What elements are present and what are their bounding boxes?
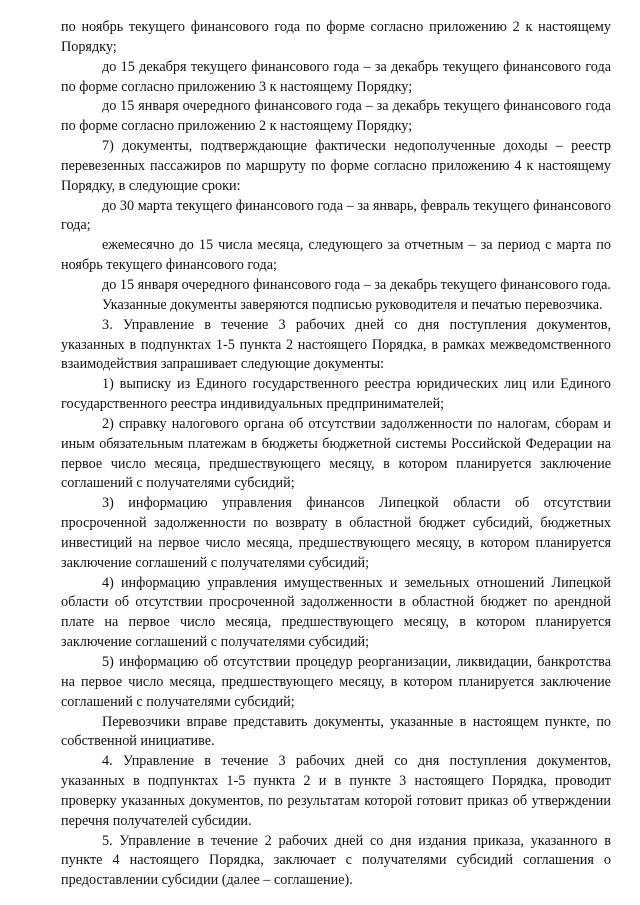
paragraph-section-4: 4. Управление в течение 3 рабочих дней со дня поступления документов, указанных в подпунктах 1-5 пункта 2 и в пункте 3 настоящего Порядка, проводит проверку указанных документов, по результатам которой готовит приказ об утверждении перечня получателей субсидии. bbox=[61, 753, 611, 829]
document-page bbox=[61, 18, 611, 891]
paragraph-certification: Указанные документы заверяются подписью руководителя и печатью перевозчика. bbox=[102, 296, 603, 313]
paragraph-section-5: 5. Управление в течение 2 рабочих дней со дня издания приказа, указанного в пункте 4 настоящего Порядка, заключает с получателями субсидий соглашения о предоставлении субсидии (далее – соглашение). bbox=[61, 832, 611, 889]
paragraph-deadline-january-2: до 15 января очередного финансового года – за декабрь текущего финансового года. bbox=[102, 276, 611, 293]
paragraph-deadline-monthly: ежемесячно до 15 числа месяца, следующего за отчетным – за период с марта по ноябрь текущего финансового года; bbox=[61, 237, 611, 274]
paragraph-deadline-march: до 30 марта текущего финансового года – за январь, февраль текущего финансового года; bbox=[61, 197, 611, 234]
paragraph-section-3: 3. Управление в течение 3 рабочих дней со дня поступления документов, указанных в подпунктах 1-5 пункта 2 настоящего Порядка, в рамках межведомственного взаимодействия запрашивает следующие документы: bbox=[61, 316, 611, 373]
paragraph-deadline-december: до 15 декабря текущего финансового года – за декабрь текущего финансового года по форме согласно приложению 3 к настоящему Порядку; bbox=[61, 58, 611, 95]
paragraph-carriers-initiative: Перевозчики вправе представить документы, указанные в настоящем пункте, по собственной инициативе. bbox=[61, 713, 611, 750]
paragraph-request-1: 1) выписку из Единого государственного реестра юридических лиц или Единого государственного реестра индивидуальных предпринимателей; bbox=[61, 376, 611, 413]
paragraph-request-5: 5) информацию об отсутствии процедур реорганизации, ликвидации, банкротства на первое число месяца, предшествующего месяцу, в котором планируется заключение соглашений с получателями субсидий; bbox=[61, 654, 611, 710]
paragraph-request-2: 2) справку налогового органа об отсутствии задолженности по налогам, сборам и иным обязательным платежам в бюджеты бюджетной системы Российской Федерации на первое число месяца, предшествующего месяцу, в котором планируется заключение соглашений с получателями субсидий; bbox=[61, 415, 611, 492]
paragraph-request-4: 4) информацию управления имущественных и земельных отношений Липецкой области об отсутствии просроченной задолженности в областной бюджет по арендной плате на первое число месяца, предшествующего месяцу, в котором планируется заключение соглашений с получателями субсидий; bbox=[61, 574, 611, 651]
paragraph-continuation: по ноябрь текущего финансового года по форме согласно приложению 2 к настоящему Порядку; bbox=[61, 19, 611, 55]
paragraph-item-7: 7) документы, подтверждающие фактически недополученные доходы – реестр перевезенных пассажиров по маршруту по форме согласно приложению 4 к настоящему Порядку, в следующие сроки: bbox=[61, 138, 611, 194]
paragraph-request-3: 3) информацию управления финансов Липецкой области об отсутствии просроченной задолженности по возврату в областной бюджет субсидий, бюджетных инвестиций на первое число месяца, предшествующего месяцу, в котором планируется заключение соглашений с получателями субсидий; bbox=[61, 495, 611, 571]
paragraph-deadline-january: до 15 января очередного финансового года – за декабрь текущего финансового года по форме согласно приложению 2 к настоящему Порядку; bbox=[61, 98, 611, 135]
